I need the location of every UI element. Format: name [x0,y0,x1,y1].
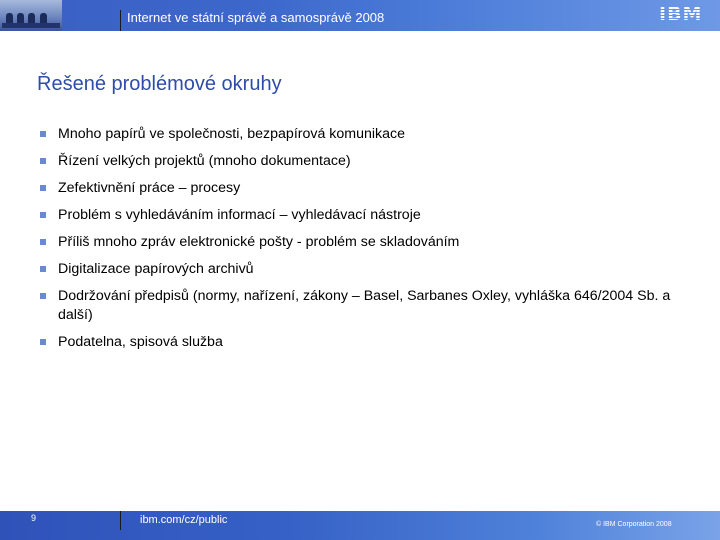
header-bar [0,0,720,31]
bullet-text: Mnoho papírů ve společnosti, bezpapírová komunikace [58,126,406,142]
bullet-text: Příliš mnoho zpráv elektronické pošty - problém se skladováním [58,234,460,250]
square-bullet-icon [40,212,46,218]
square-bullet-icon [40,158,46,164]
ibm-logo: IBM [659,4,709,25]
bullet-item [40,333,690,352]
header-photo [0,0,62,31]
bullet-list [40,125,690,360]
page-number: 9 [31,513,37,523]
bullet-item [40,233,690,252]
bullet-text: Problém s vyhledáváním informací – vyhledávací nástroje [58,207,421,223]
slide-title: Řešené problémové okruhy [37,73,282,95]
square-bullet-icon [40,239,46,245]
bullet-text: Podatelna, spisová služba [58,334,223,350]
bullet-item [40,179,690,198]
bullet-text: Řízení velkých projektů (mnoho dokumentace) [58,153,351,169]
square-bullet-icon [40,131,46,137]
bullet-text: Zefektivnění práce – procesy [58,180,241,196]
square-bullet-icon [40,266,46,272]
bullet-item [40,125,690,144]
square-bullet-icon [40,293,46,299]
bullet-text: Dodržování předpisů (normy, nařízení, zákony – Basel, Sarbanes Oxley, vyhláška 646/2004 Sb. a další) [58,288,671,323]
meeting-table [2,23,60,28]
bullet-item [40,206,690,225]
footer-link[interactable]: ibm.com/cz/public [140,514,228,526]
bullet-text: Digitalizace papírových archivů [58,261,254,277]
bullet-item [40,287,690,325]
square-bullet-icon [40,185,46,191]
header-divider [120,10,121,31]
bullet-item [40,152,690,171]
copyright: © IBM Corporation 2008 [596,521,672,528]
bullet-item [40,260,690,279]
footer-divider [120,511,121,530]
presentation-title: Internet ve státní správě a samosprávě 2008 [127,10,385,25]
square-bullet-icon [40,339,46,345]
